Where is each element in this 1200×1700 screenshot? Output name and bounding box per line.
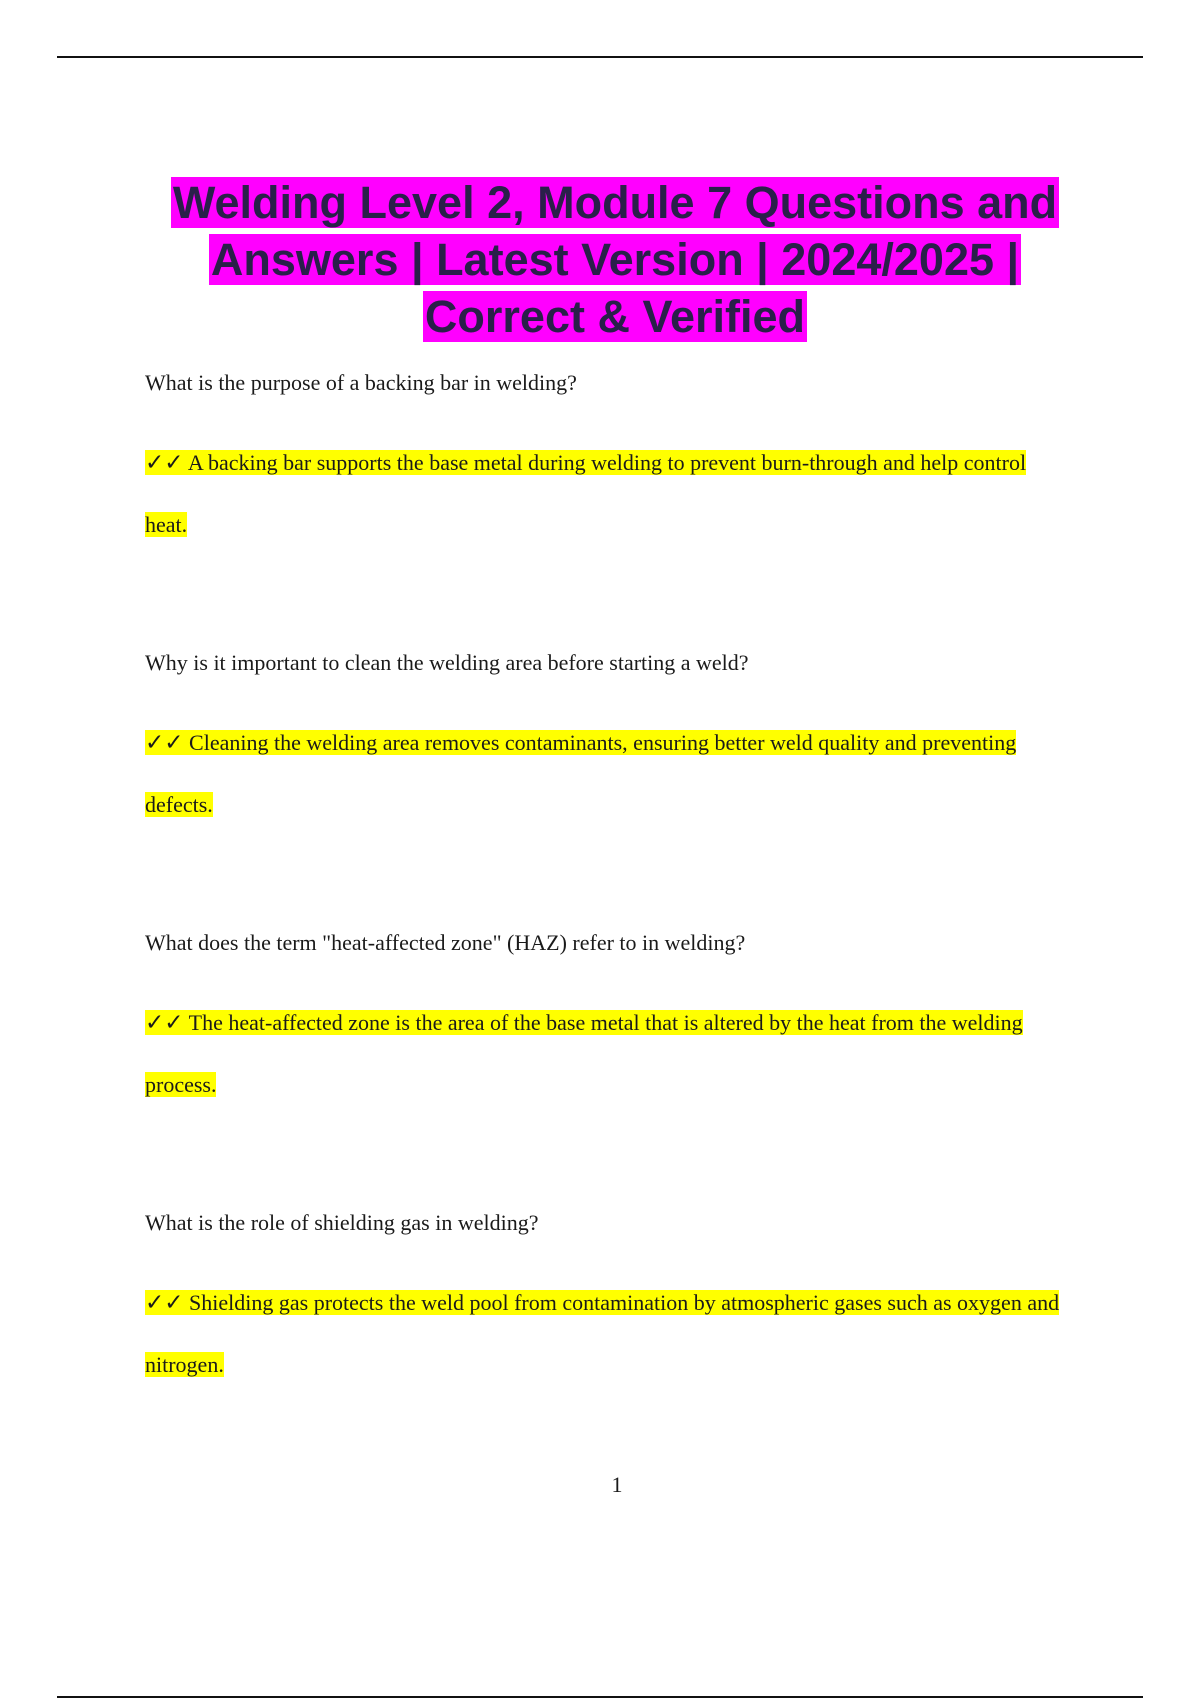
answer-text: Shielding gas protects the weld pool from contamination by atmospheric gases such as oxygen and nitrogen. xyxy=(145,1290,1060,1377)
answer-text: Cleaning the welding area removes contaminants, ensuring better weld quality and preventing defects. xyxy=(145,730,1017,817)
answer-block xyxy=(145,1272,1065,1395)
question-text: Why is it important to clean the welding area before starting a weld? xyxy=(145,650,749,675)
answer-block xyxy=(145,992,1065,1115)
question-text: What is the purpose of a backing bar in welding? xyxy=(145,370,577,395)
qa-item-1 xyxy=(145,370,1065,555)
answer-block xyxy=(145,712,1065,835)
document-title xyxy=(140,174,1090,345)
answer-block xyxy=(145,432,1065,555)
answer-highlight xyxy=(145,450,1026,537)
double-check-icon: ✓✓ xyxy=(145,450,184,476)
double-check-icon: ✓✓ xyxy=(145,1290,184,1316)
qa-item-3 xyxy=(145,930,1065,1115)
question-text: What does the term "heat-affected zone" (HAZ) refer to in welding? xyxy=(145,930,746,955)
top-rule xyxy=(57,56,1143,58)
qa-item-2 xyxy=(145,650,1065,835)
double-check-icon: ✓✓ xyxy=(145,1010,184,1036)
page-number: 1 xyxy=(611,1472,623,1497)
answer-text: A backing bar supports the base metal during welding to prevent burn-through and help control heat. xyxy=(145,450,1027,537)
bottom-rule xyxy=(57,1696,1143,1698)
document-title-text: Welding Level 2, Module 7 Questions and Answers | Latest Version | 2024/2025 | Correct & Verified xyxy=(172,177,1058,343)
answer-text: The heat-affected zone is the area of the base metal that is altered by the heat from the welding process. xyxy=(145,1010,1023,1097)
answer-highlight xyxy=(145,1010,1023,1097)
answer-highlight xyxy=(145,730,1016,817)
qa-item-4 xyxy=(145,1210,1065,1395)
double-check-icon: ✓✓ xyxy=(145,730,184,756)
question-text: What is the role of shielding gas in welding? xyxy=(145,1210,539,1235)
answer-highlight xyxy=(145,1290,1059,1377)
